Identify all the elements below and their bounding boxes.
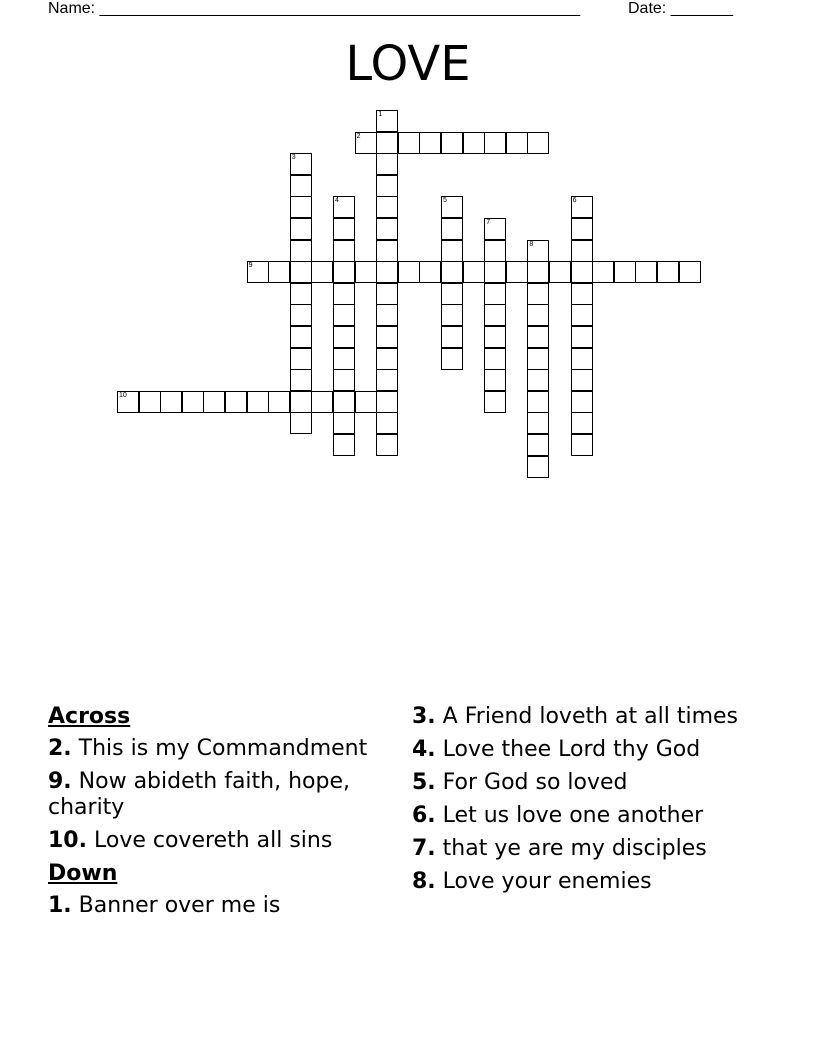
crossword-cell[interactable] (355, 261, 377, 283)
crossword-cell[interactable] (484, 261, 506, 283)
page-title: LOVE (345, 36, 471, 92)
crossword-cell[interactable] (117, 391, 139, 413)
crossword-cell[interactable] (268, 391, 290, 413)
crossword-cell[interactable] (376, 348, 398, 370)
clue-number: 9. (48, 769, 72, 794)
crossword-cell[interactable] (290, 175, 312, 197)
clue-text: Now abideth faith, hope, charity (48, 769, 350, 820)
cell-number: 9 (248, 262, 253, 270)
crossword-cell[interactable] (527, 132, 549, 154)
crossword-cell[interactable] (527, 391, 549, 413)
crossword-cell[interactable] (333, 369, 355, 391)
crossword-cell[interactable] (419, 132, 441, 154)
crossword-cell[interactable] (376, 110, 398, 132)
clue-text: Love your enemies (442, 869, 652, 894)
crossword-cell[interactable] (441, 240, 463, 262)
crossword-cell[interactable] (290, 196, 312, 218)
crossword-cell[interactable] (441, 304, 463, 326)
crossword-cell[interactable] (290, 304, 312, 326)
crossword-cell[interactable] (290, 261, 312, 283)
clue-text: Banner over me is (78, 893, 281, 918)
clue-down-3 (412, 704, 752, 730)
cell-number: 10 (119, 391, 127, 399)
clue-number: 2. (48, 736, 72, 761)
crossword-cell[interactable] (311, 261, 333, 283)
clue-number: 3. (412, 704, 436, 729)
clue-number: 8. (412, 869, 436, 894)
crossword-cell[interactable] (290, 369, 312, 391)
cell-number: 5 (443, 197, 447, 205)
clue-text: Let us love one another (442, 803, 704, 828)
crossword-cell[interactable] (376, 304, 398, 326)
crossword-cell[interactable] (527, 326, 549, 348)
clue-text: that ye are my disciples (442, 836, 707, 861)
crossword-cell[interactable] (203, 391, 225, 413)
crossword-cell[interactable] (376, 240, 398, 262)
crossword-cell[interactable] (484, 240, 506, 262)
crossword-cell[interactable] (614, 261, 636, 283)
name-field[interactable]: Name: ______________________________________________________ (48, 0, 581, 17)
crossword-cell[interactable] (333, 283, 355, 305)
crossword-cell[interactable] (333, 304, 355, 326)
cell-number: 1 (378, 111, 383, 118)
crossword-cell[interactable] (139, 391, 161, 413)
crossword-cell[interactable] (527, 348, 549, 370)
crossword-cell[interactable] (484, 391, 506, 413)
crossword-cell[interactable] (484, 218, 506, 240)
crossword-cell[interactable] (290, 218, 312, 240)
clue-down-8 (412, 869, 752, 895)
clue-down-5 (412, 770, 752, 796)
crossword-cell[interactable] (484, 369, 506, 391)
crossword-cell[interactable] (333, 240, 355, 262)
crossword-cell[interactable] (571, 304, 593, 326)
clue-across-2 (48, 736, 378, 762)
clue-number: 5. (412, 770, 436, 795)
crossword-cell[interactable] (463, 132, 485, 154)
crossword-cell[interactable] (549, 261, 571, 283)
crossword-cell[interactable] (441, 348, 463, 370)
crossword-cell[interactable] (333, 326, 355, 348)
crossword-cell[interactable] (441, 326, 463, 348)
crossword-cell[interactable] (182, 391, 204, 413)
cell-number: 7 (486, 219, 491, 226)
crossword-cell[interactable] (398, 132, 420, 154)
crossword-cell[interactable] (247, 261, 269, 283)
crossword-cell[interactable] (376, 153, 398, 175)
clue-number: 10. (48, 828, 87, 853)
crossword-cell[interactable] (527, 412, 549, 434)
crossword-cell[interactable] (290, 153, 312, 175)
clue-text: This is my Commandment (78, 736, 368, 761)
crossword-cell[interactable] (290, 391, 312, 413)
clues-left-column (48, 704, 378, 926)
crossword-cell[interactable] (376, 369, 398, 391)
clue-text: For God so loved (442, 770, 628, 795)
crossword-cell[interactable] (571, 283, 593, 305)
crossword-cell[interactable] (376, 261, 398, 283)
crossword-cell[interactable] (484, 326, 506, 348)
clue-down-7 (412, 836, 752, 862)
crossword-cell[interactable] (311, 391, 333, 413)
crossword-cell[interactable] (290, 348, 312, 370)
crossword-cell[interactable] (247, 391, 269, 413)
crossword-cell[interactable] (571, 369, 593, 391)
crossword-cell[interactable] (527, 456, 549, 478)
crossword-cell[interactable] (398, 261, 420, 283)
clue-text: A Friend loveth at all times (442, 704, 739, 729)
crossword-cell[interactable] (376, 132, 398, 154)
crossword-cell[interactable] (333, 261, 355, 283)
crossword-cell[interactable] (290, 326, 312, 348)
crossword-cell[interactable] (376, 196, 398, 218)
crossword-cell[interactable] (571, 261, 593, 283)
cell-number: 8 (529, 240, 534, 248)
crossword-cell[interactable] (571, 391, 593, 413)
crossword-cell[interactable] (333, 434, 355, 456)
clue-number: 1. (48, 893, 72, 918)
crossword-cell[interactable] (225, 391, 247, 413)
clue-down-6 (412, 803, 752, 829)
crossword-cell[interactable] (376, 175, 398, 197)
cell-number: 2 (356, 132, 361, 140)
crossword-cell[interactable] (571, 240, 593, 262)
crossword-cell[interactable] (160, 391, 182, 413)
crossword-cell[interactable] (290, 412, 312, 434)
crossword-cell[interactable] (441, 218, 463, 240)
crossword-cell[interactable] (571, 196, 593, 218)
clues-right-column (412, 704, 752, 902)
crossword-cell[interactable] (635, 261, 657, 283)
crossword-cell[interactable] (527, 261, 549, 283)
crossword-cell[interactable] (571, 412, 593, 434)
clue-number: 6. (412, 803, 436, 828)
crossword-cell[interactable] (527, 240, 549, 262)
crossword-cell[interactable] (506, 132, 528, 154)
crossword-cell[interactable] (527, 434, 549, 456)
crossword-cell[interactable] (592, 261, 614, 283)
crossword-cell[interactable] (679, 261, 701, 283)
crossword-cell[interactable] (441, 261, 463, 283)
crossword-cell[interactable] (527, 304, 549, 326)
clue-down-4 (412, 737, 752, 763)
cell-number: 6 (572, 197, 577, 205)
crossword-cell[interactable] (376, 434, 398, 456)
clue-number: 4. (412, 737, 436, 762)
crossword-cell[interactable] (376, 391, 398, 413)
crossword-cell[interactable] (376, 326, 398, 348)
crossword-cell[interactable] (355, 391, 377, 413)
crossword-cell[interactable] (484, 304, 506, 326)
crossword-cell[interactable] (441, 132, 463, 154)
crossword-cell[interactable] (290, 283, 312, 305)
crossword-cell[interactable] (441, 196, 463, 218)
clue-down-1 (48, 893, 378, 919)
crossword-cell[interactable] (527, 283, 549, 305)
crossword-cell[interactable] (333, 412, 355, 434)
crossword-cell[interactable] (527, 369, 549, 391)
crossword-cell[interactable] (268, 261, 290, 283)
crossword-cell[interactable] (419, 261, 441, 283)
clue-across-10 (48, 828, 378, 854)
crossword-cell[interactable] (333, 391, 355, 413)
clue-text: Love covereth all sins (93, 828, 333, 853)
crossword-cell[interactable] (333, 348, 355, 370)
cell-number: 4 (335, 197, 339, 205)
cell-number: 3 (291, 154, 296, 162)
crossword-cell[interactable] (355, 132, 377, 154)
clue-across-9 (48, 769, 378, 821)
crossword-cell[interactable] (376, 218, 398, 240)
crossword-cell[interactable] (441, 283, 463, 305)
crossword-cell[interactable] (376, 412, 398, 434)
across-heading: Across (48, 704, 131, 729)
crossword-cell[interactable] (484, 348, 506, 370)
crossword-cell[interactable] (463, 261, 485, 283)
crossword-cell[interactable] (290, 240, 312, 262)
crossword-cell[interactable] (484, 283, 506, 305)
crossword-cell[interactable] (484, 132, 506, 154)
crossword-cell[interactable] (571, 218, 593, 240)
crossword-cell[interactable] (571, 348, 593, 370)
crossword-cell[interactable] (657, 261, 679, 283)
crossword-cell[interactable] (506, 261, 528, 283)
crossword-cell[interactable] (333, 196, 355, 218)
down-heading: Down (48, 861, 118, 886)
crossword-cell[interactable] (376, 283, 398, 305)
clue-text: Love thee Lord thy God (442, 737, 701, 762)
clue-number: 7. (412, 836, 436, 861)
date-field[interactable]: Date: _______ (628, 0, 733, 17)
crossword-cell[interactable] (333, 218, 355, 240)
crossword-cell[interactable] (571, 434, 593, 456)
crossword-cell[interactable] (571, 326, 593, 348)
